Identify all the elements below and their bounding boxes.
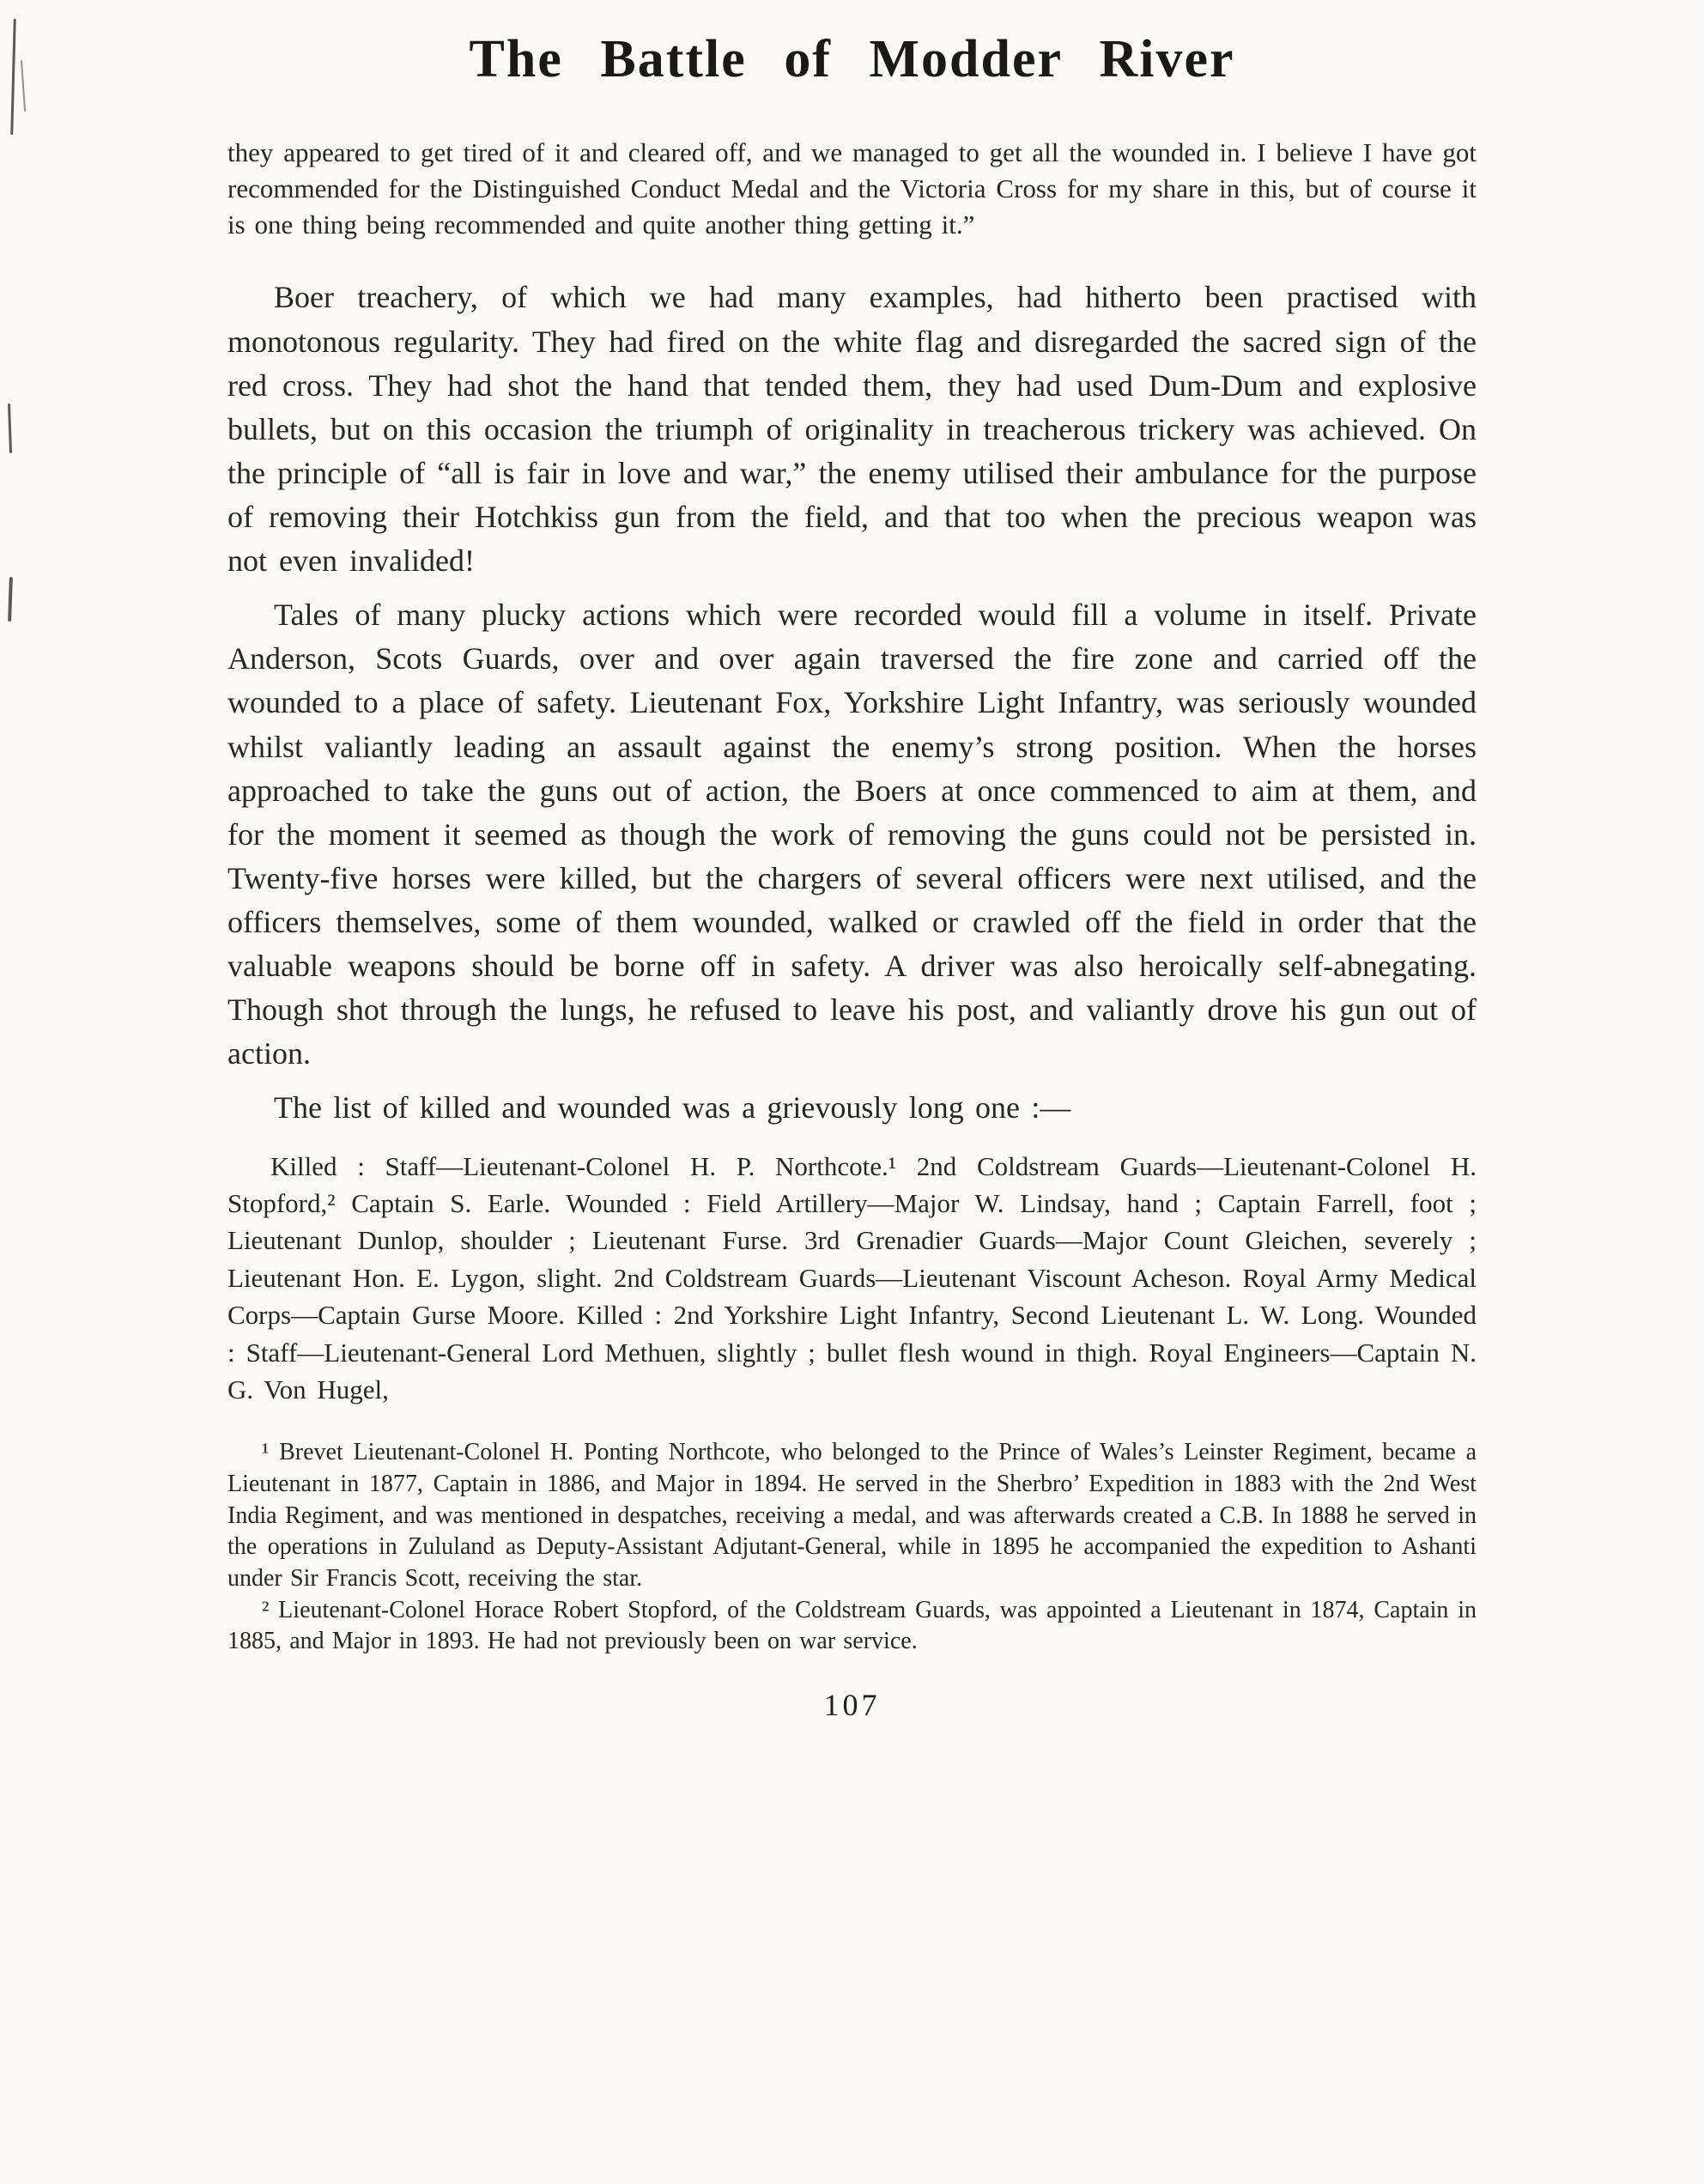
paragraph-quote-continuation: they appeared to get tired of it and cleared off, and we managed to get all the wounded in. I believe I have got recommended for the Distinguished Conduct Medal and the Victoria Cross for my share in this, but of course it is one thing being recommended and quite another thing getting it.” (227, 137, 1477, 240)
text-column (227, 135, 1477, 1408)
scan-artifact (8, 577, 13, 622)
paragraph-boer-treachery: Boer treachery, of which we had many examples, had hitherto been practised with monotonous regularity. They had fired on the white flag and disregarded the sacred sign of the red cross. They had shot the hand that tended them, they had used Dum-Dum and explosive bullets, but on this occasion the triumph of originality in treacherous trickery was achieved. On the principle of “all is fair in love and war,” the enemy utilised their ambulance for the purpose of removing their Hotchkiss gun from the field, and that too when the precious weapon was not even invalided! (227, 280, 1477, 579)
paragraph-plucky-actions: Tales of many plucky actions which were recorded would fill a volume in itself. Private Anderson, Scots Guards, over and over again traversed the fire zone and carried off the wounded to a place of safety. Lieutenant Fox, Yorkshire Light Infantry, was seriously wounded whilst valiantly leading an assault against the enemy’s strong position. When the horses approached to take the guns out of action, the Boers at once commenced to aim at them, and for the moment it seemed as though the work of removing the guns could not be persisted in. Twenty-five horses were killed, but the chargers of several officers were next utilised, and the officers themselves, some of them wounded, walked or crawled off the field in order that the valuable weapons should be borne off in safety. A driver was also heroically self-abnegating. Though shot through the lungs, he refused to leave his post, and valiantly drove his gun out of action. (227, 598, 1477, 1071)
footnotes-section (227, 1437, 1477, 1658)
chapter-title: The Battle of Modder River (469, 30, 1235, 88)
paragraph-list-intro: The list of killed and wounded was a grievously long one :— (274, 1090, 1071, 1125)
page-number: 107 (823, 1687, 881, 1722)
footnote-stopford: ² Lieutenant-Colonel Horace Robert Stopford, of the Coldstream Guards, was appointed a Lieutenant in 1874, Captain in 1885, and Major in 1893. He had not previously been on war service. (227, 1596, 1477, 1655)
footnote-northcote: ¹ Brevet Lieutenant-Colonel H. Ponting Northcote, who belonged to the Prince of Wales’s Leinster Regiment, became a Lieutenant in 1877, Captain in 1886, and Major in 1894. He served in the Sherbro’ Expedition in 1883 with the 2nd West India Regiment, and was mentioned in despatches, receiving a medal, and was afterwards created a C.B. In 1888 he served in the operations in Zululand as Deputy-Assistant Adjutant-General, while in 1895 he accompanied the expedition to Ashanti under Sir Francis Scott, receiving the star. (227, 1439, 1477, 1592)
paragraph-casualty-list: Killed : Staff—Lieutenant-Colonel H. P. Northcote.¹ 2nd Coldstream Guards—Lieutenant-Colonel H. Stopford,² Captain S. Earle. Wounded : Field Artillery—Major W. Lindsay, hand ; Captain Farrell, foot ; Lieutenant Dunlop, shoulder ; Lieutenant Furse. 3rd Grenadier Guards—Major Count Gleichen, severely ; Lieutenant Hon. E. Lygon, slight. 2nd Coldstream Guards—Lieutenant Viscount Acheson. Royal Army Medical Corps—Captain Gurse Moore. Killed : 2nd Yorkshire Light Infantry, Second Lieutenant L. W. Long. Wounded : Staff—Lieutenant-General Lord Methuen, slightly ; bullet flesh wound in thigh. Royal Engineers—Captain N. G. Von Hugel, (227, 1150, 1477, 1404)
scan-artifact (8, 403, 12, 453)
